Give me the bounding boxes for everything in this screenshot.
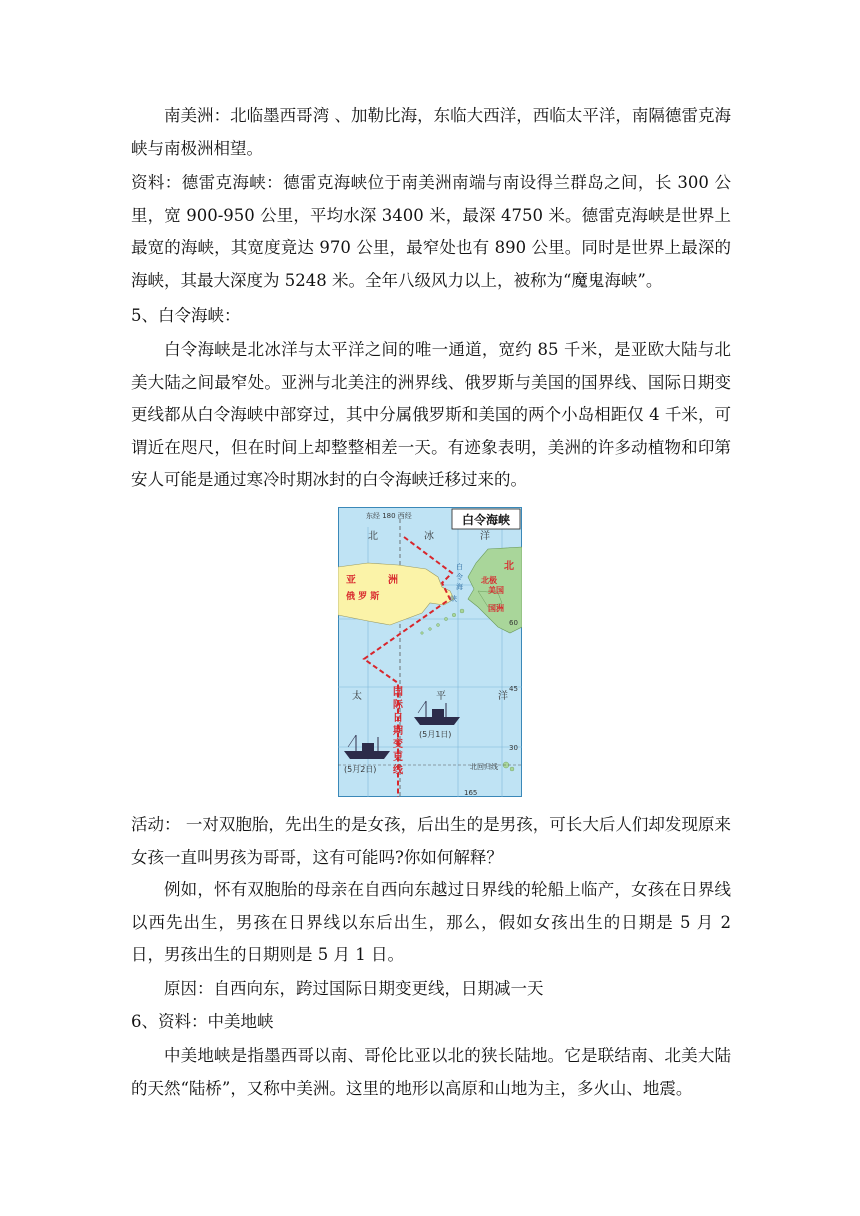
- paragraph-central-america: 中美地峡是指墨西哥以南、哥伦比亚以北的狭长陆地。它是联结南、北美大陆的天然“陆桥”，又称中美洲。这里的地形以高原和山地为主，多火山、地震。: [131, 1046, 731, 1098]
- label-lon-165: 165: [464, 789, 478, 797]
- dateline-char-3: 日: [393, 713, 403, 724]
- label-strait-3: 海: [456, 583, 463, 591]
- dateline-char-5: 变: [393, 739, 403, 750]
- label-strait-4: 峡: [450, 595, 457, 603]
- meridian-label: 东经 180 西经: [366, 512, 412, 520]
- label-na-2: 美国: [488, 586, 504, 595]
- label-lat-30: 30: [509, 744, 518, 752]
- heading-central-america: 6、资料：中美地峡: [131, 1012, 274, 1031]
- paragraph-example: 例如，怀有双胞胎的母亲在自西向东越过日界线的轮船上临产，女孩在日界线以西先出生，男孩在日界线以东后出生，那么，假如女孩出生的日期是 5 月 2 日，男孩出生的日期则是 5 月 1 日。: [131, 880, 731, 965]
- label-arctic-1: 北: [368, 531, 378, 542]
- label-pacific-1: 太: [352, 691, 362, 702]
- label-strait-1: 白: [456, 563, 463, 571]
- label-na-3: 国洲: [488, 604, 504, 613]
- label-lat-45: 45: [509, 685, 518, 693]
- dateline-char-7: 线: [393, 765, 403, 776]
- label-pacific-3: 洋: [498, 691, 508, 702]
- label-north: 北: [504, 561, 514, 572]
- bering-strait-map: [338, 507, 522, 797]
- heading-bering: 5、白令海峡：: [131, 306, 241, 325]
- paragraph-bering: 白令海峡是北冰洋与太平洋之间的唯一通道，宽约 85 千米，是亚欧大陆与北美大陆之间最窄处。亚洲与北美注的洲界线、俄罗斯与美国的国界线、国际日期变更线都从白令海峡中部穿过，其中分属俄罗斯和美国的两个小岛相距仅 4 千米，可谓近在咫尺，但在时间上却整整相差一天。有迹象表明，美洲的许多动植物和印第安人可能是通过寒冷时期冰封的白令海峡迁移过来的。: [131, 340, 731, 490]
- label-arctic-3: 洋: [480, 531, 490, 542]
- paragraph-activity: 活动： 一对双胞胎，先出生的是女孩，后出生的是男孩，可长大后人们却发现原来女孩一直叫男孩为哥哥，这有可能吗?你如何解释？: [131, 815, 731, 867]
- label-na-1: 北极: [481, 576, 497, 585]
- dateline-char-1: 国: [393, 687, 403, 698]
- label-pacific-2: 平: [436, 691, 446, 702]
- paragraph-reason: 原因：自西向东，跨过国际日期变更线，日期减一天: [164, 979, 544, 998]
- dateline-char-4: 期: [393, 726, 403, 737]
- paragraph-drake-material: 资料：德雷克海峡：德雷克海峡位于南美洲南端与南设得兰群岛之间，长 300 公里，宽 900-950 公里，平均水深 3400 米，最深 4750 米。德雷克海峡是世界上最宽的海峡，其宽度竟达 970 公里，最窄处也有 890 公里。同时是世界上最深的海峡，其最大深度为 5248 米。全年八级风力以上，被称为“魔鬼海峡”。: [131, 173, 731, 290]
- label-strait-2: 令: [456, 573, 463, 581]
- map-title: 白令海峡: [461, 513, 511, 527]
- dateline-char-6: 更: [393, 752, 403, 763]
- label-asia-2: 洲: [388, 575, 398, 586]
- label-lat-60: 60: [509, 619, 518, 627]
- tropic-label: 北回归线: [470, 763, 498, 771]
- dateline-char-2: 际: [393, 700, 403, 711]
- ship-west-date: (5月2日): [344, 765, 377, 774]
- label-asia-1: 亚: [346, 575, 356, 586]
- label-russia: 俄 罗 斯: [346, 592, 380, 602]
- label-arctic-2: 冰: [424, 531, 434, 542]
- paragraph-south-america: 南美洲：北临墨西哥湾 、加勒比海，东临大西洋，西临太平洋，南隔德雷克海峡与南极洲相望。: [131, 106, 731, 158]
- ship-east-date: (5月1日): [419, 730, 452, 739]
